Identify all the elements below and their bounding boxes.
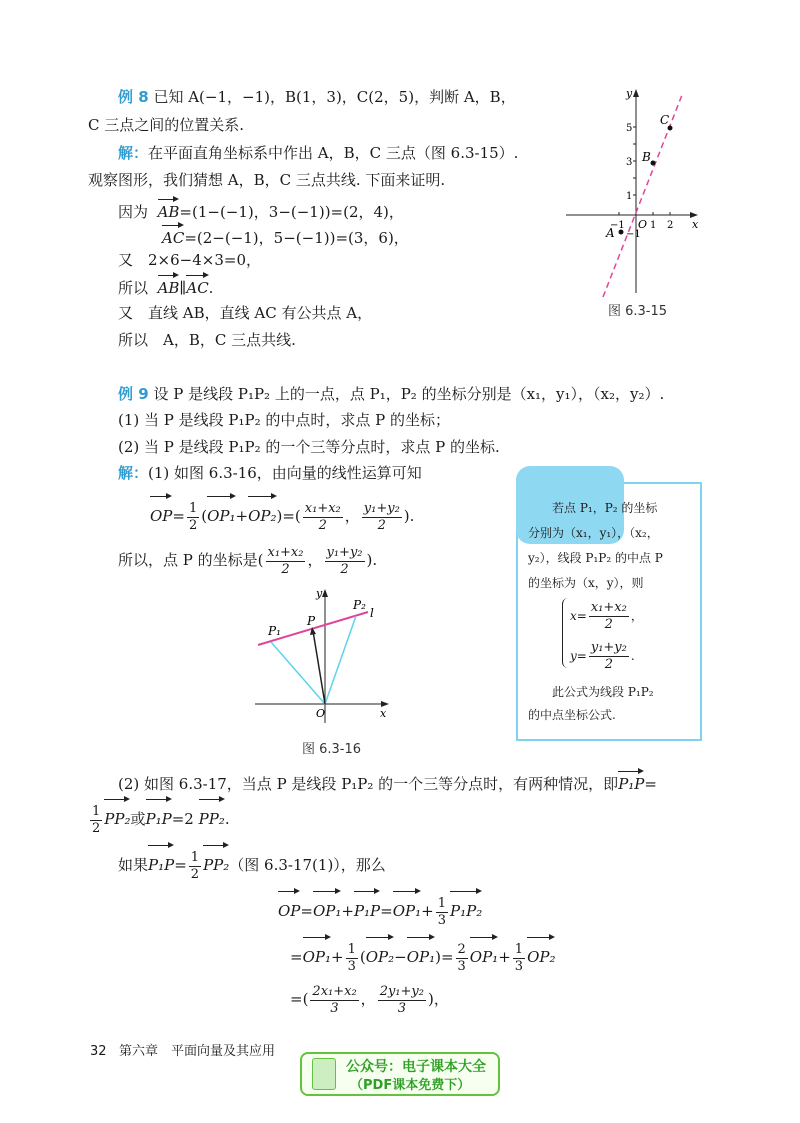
solution-text: 在平面直角坐标系中作出 A，B，C 三点（图 6.3-15）. xyxy=(148,144,519,162)
derivation-line2: =OP₁+ $\frac{1}{3}$ (OP₂−OP₁)= $\frac{2}{3}$ OP₁+ $\frac{1}{3}$ OP₂ xyxy=(290,934,555,975)
page-number: 32 xyxy=(90,1044,107,1059)
y-tick-neg1: −1 xyxy=(626,229,641,240)
dashed-line-abc xyxy=(603,95,682,297)
fraction-half-3: $\frac{1}{2}$ xyxy=(190,849,200,882)
ab-equation: =(1−(−1)，3−(−1))=(2，4)， xyxy=(179,203,404,221)
label-c: C xyxy=(660,113,670,127)
ac-equation: =(2−(−1)，5−(−1))=(3，6)， xyxy=(184,229,409,247)
because-text: 因为 xyxy=(118,203,149,221)
example8-also1: 又 2×6−4×3=0， xyxy=(118,251,261,269)
book-icon xyxy=(312,1058,336,1090)
example9-label: 例 9 xyxy=(118,385,149,403)
therefore-text: 所以 xyxy=(118,279,149,297)
label-l: l xyxy=(370,606,374,620)
fraction-x-mid: $\frac{\text{x₁+x₂}}{2}$ xyxy=(304,500,341,533)
fraction-x-result: $\frac{\text{x₁+x₂}}{2}$ xyxy=(267,544,304,577)
y-tick-3: 3 xyxy=(626,157,633,168)
derivation-line1: OP=OP₁+P₁P=OP₁+ $\frac{1}{3}$ P₁P₂ xyxy=(278,888,482,929)
example8-line2: C 三点之间的位置关系. xyxy=(88,116,245,134)
vector-pp2-3: PP₂ xyxy=(203,842,229,882)
example8-ac-line xyxy=(162,222,409,248)
vector-op1: OP₁ xyxy=(207,493,235,533)
badge-line2: （PDF课本免费下） xyxy=(350,1078,471,1093)
if-text: 如果 xyxy=(118,856,149,874)
x-tick-2: 2 xyxy=(667,220,674,231)
vector-pp2-2: PP₂ xyxy=(199,796,225,836)
origin-label: O xyxy=(638,218,648,231)
part2-line1: (2) 如图 6.3-17，当点 P 是线段 P₁P₂ 的一个三等分点时，有两种情况，即P₁P= xyxy=(118,768,657,794)
tip-line2: 分别为（x₁，y₁），（x₂， xyxy=(528,526,659,540)
vector-op2: OP₂ xyxy=(248,493,276,533)
vector-p1p-3: P₁P xyxy=(148,842,174,882)
vector-ac-2: AC xyxy=(186,272,208,298)
y-tick-5: 5 xyxy=(626,123,633,134)
example9-solution-line1 xyxy=(118,463,422,483)
vector-p1p-2: P₁P xyxy=(146,796,172,836)
label-a: A xyxy=(606,226,615,240)
fraction-half: $\frac{1}{2}$ xyxy=(188,500,198,533)
so-text: 所以，点 P 的坐标是 xyxy=(118,551,258,569)
part2-line2: $\frac{1}{2}$ PP₂或P₁P=2 PP₂. xyxy=(88,796,230,837)
example8-therefore1 xyxy=(118,272,213,298)
example8-label: 例 8 xyxy=(118,88,149,106)
y-axis-arrow xyxy=(322,589,328,597)
point-b xyxy=(651,161,656,166)
y-tick-1: 1 xyxy=(626,191,633,202)
vector-op: OP xyxy=(150,493,172,533)
vector-ac: AC xyxy=(162,222,184,248)
vector-op2-arrow xyxy=(325,616,356,704)
figure-caption-6-3-15: 图 6.3-15 xyxy=(608,304,668,319)
y-axis-arrow xyxy=(633,89,639,97)
example8-line1 xyxy=(118,87,516,107)
x-tick-neg1: −1 xyxy=(610,220,625,231)
example8-ab-line xyxy=(118,196,404,222)
midpoint-result: 所以，点 P 的坐标是( $\frac{\text{x₁+x₂}}{2}$ ， $\frac{\text{y₁+y₂}}{2}$ ). xyxy=(118,544,378,577)
tip-line5: 此公式为线段 P₁P₂ xyxy=(552,685,654,699)
x-tick-1: 1 xyxy=(650,220,657,231)
chapter-title: 第六章 平面向量及其应用 xyxy=(118,1044,275,1059)
example9-line1 xyxy=(118,384,664,404)
part2-text: (2) 如图 6.3-17，当点 P 是线段 P₁P₂ 的一个三等分点时，有两种情况，即 xyxy=(118,775,619,793)
label-p2: P₂ xyxy=(353,598,366,612)
page-footer xyxy=(90,1040,275,1059)
tip-line4: 的坐标为（x，y），则 xyxy=(528,576,644,590)
solution-label-2: 解： xyxy=(118,464,149,482)
or-text: 或 xyxy=(130,810,146,828)
x-label: x xyxy=(380,707,387,720)
example9-q2: (2) 当 P 是线段 P₁P₂ 的一个三等分点时，求点 P 的坐标. xyxy=(118,438,500,456)
tip-line1: 若点 P₁，P₂ 的坐标 xyxy=(552,501,658,515)
example9-q1: (1) 当 P 是线段 P₁P₂ 的中点时，求点 P 的坐标； xyxy=(118,411,451,429)
origin-label: O xyxy=(316,707,326,720)
tip-y-formula: y= $\frac{\text{y₁+y₂}}{2}$ . xyxy=(570,640,635,672)
figure-6-3-15 xyxy=(566,85,706,300)
vector-ab-2: AB xyxy=(158,272,180,298)
vector-p1p: P₁P xyxy=(618,768,644,794)
example8-solution-line1 xyxy=(118,143,518,163)
derivation-line3: =( $\frac{\text{2x₁+x₂}}{3}$ ， $\frac{\text{2y₁+y₂}}{3}$ )， xyxy=(290,983,449,1016)
period: . xyxy=(208,279,214,297)
part2-if-line: 如果P₁P= $\frac{1}{2}$ PP₂（图 6.3-17(1)），那么 xyxy=(118,842,386,883)
fraction-y-result: $\frac{\text{y₁+y₂}}{2}$ xyxy=(326,544,363,577)
badge-line1: 公众号：电子课本大全 xyxy=(346,1059,486,1075)
tip-line3: y₂），线段 P₁P₂ 的中点 P xyxy=(528,551,663,565)
y-label: y xyxy=(316,587,323,600)
label-p1: P₁ xyxy=(268,624,281,638)
vector-pp2: PP₂ xyxy=(104,796,130,836)
fraction-half-2: $\frac{1}{2}$ xyxy=(92,803,101,836)
x-label: x xyxy=(692,218,699,231)
if-tail: （图 6.3-17(1)），那么 xyxy=(229,856,386,874)
example9-text1: 设 P 是线段 P₁P₂ 上的一点，点 P₁，P₂ 的坐标分别是（x₁，y₁），（x₂，y₂）. xyxy=(153,385,665,403)
figure-caption-6-3-16: 图 6.3-16 xyxy=(302,742,362,757)
midpoint-equation: OP= $\frac{1}{2}$ (OP₁+OP₂)=( $\frac{\text{x₁+x₂}}{2}$ ， $\frac{\text{y₁+y₂}}{2}$ ). xyxy=(150,493,414,534)
example8-also2: 又 直线 AB，直线 AC 有公共点 A， xyxy=(118,304,373,322)
solution-text-2: (1) 如图 6.3-16，由向量的线性运算可知 xyxy=(148,464,422,482)
label-p: P xyxy=(307,614,316,628)
equals-two: =2 xyxy=(171,810,194,828)
tip-line6: 的中点坐标公式. xyxy=(528,708,616,722)
vector-ab: AB xyxy=(158,196,180,222)
parallel-symbol: ∥ xyxy=(179,279,187,297)
watermark-badge xyxy=(300,1052,500,1096)
example8-text1: 已知 A(−1，−1)，B(1，3)，C(2，5)，判断 A，B， xyxy=(153,88,516,106)
example8-therefore2: 所以 A，B，C 三点共线. xyxy=(118,331,296,349)
solution-label: 解： xyxy=(118,144,149,162)
example8-solution-line2: 观察图形，我们猜想 A，B，C 三点共线. 下面来证明. xyxy=(88,171,446,189)
y-label: y xyxy=(626,87,633,100)
tip-x-formula: x= $\frac{\text{x₁+x₂}}{2}$ ， xyxy=(570,600,643,632)
label-b: B xyxy=(642,150,651,164)
figure-6-3-16 xyxy=(250,585,400,725)
fraction-y-mid: $\frac{\text{y₁+y₂}}{2}$ xyxy=(363,500,400,533)
